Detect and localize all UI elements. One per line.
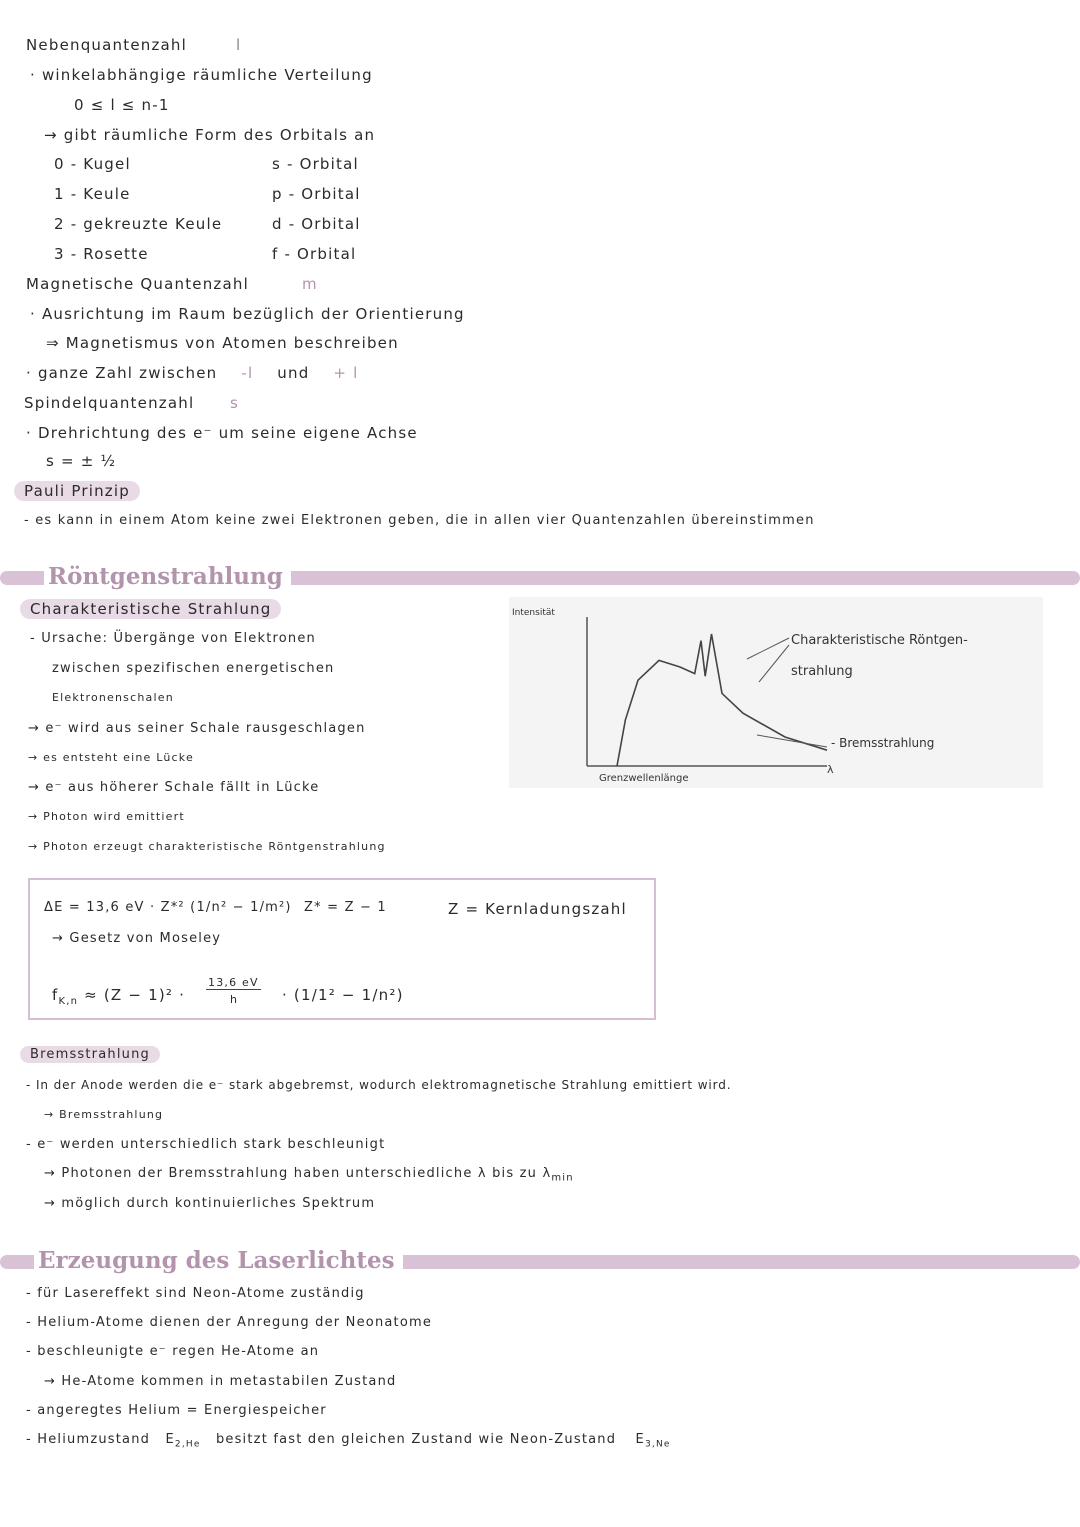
char-line: - Ursache: Übergänge von Elektronen [30,631,316,646]
neben-form: → gibt räumliche Form des Orbitals an [44,126,376,144]
formula-freq: $f_{K,n} \approx (Z - 1)^2$ · [52,986,186,1007]
magnetische-title: Magnetische Quantenzahl [26,275,249,293]
char-pointer-1 [747,638,789,659]
laser-line: → He-Atome kommen in metastabilen Zustand [44,1374,397,1389]
pauli-title: Pauli Prinzip [14,481,140,501]
orbital-shape: 1 - Keule [54,185,131,203]
char-line: → e⁻ aus höherer Schale fällt in Lücke [28,780,320,795]
neben-line-1: · winkelabhängige räumliche Verteilung [30,66,373,84]
spectrum-curve [617,634,827,766]
laser-line: - angeregtes Helium = Energiespeicher [26,1403,327,1418]
formula-freq-numerator: 13,6 eV [208,976,259,989]
char-title: Charakteristische Strahlung [20,599,281,619]
brems-annotation: - Bremsstrahlung [831,736,935,750]
magnetische-symbol: m [302,275,318,293]
orbital-shape: 2 - gekreuzte Keule [54,215,223,233]
orbital-name: d - Orbital [272,215,361,233]
char-line: → e⁻ wird aus seiner Schale rausgeschlagen [28,721,366,736]
char-line: → Photon erzeugt charakteristische Röntgenstrahlung [28,840,386,853]
nebenquantenzahl-title: Nebenquantenzahl [26,36,187,54]
laser-line: - Helium-Atome dienen der Anregung der Neonatome [26,1315,433,1330]
brems-title: Bremsstrahlung [20,1046,160,1063]
formula-z-definition: Z = Kernladungszahl [448,900,627,918]
neben-range: 0 ≤ l ≤ n-1 [74,96,170,114]
magn-line-3: · ganze Zahl zwischen -l und + l [26,364,359,382]
orbital-name: s - Orbital [272,155,359,173]
spectrum-chart-svg [509,597,1043,788]
brems-line: → Photonen der Bremsstrahlung haben unterschiedliche λ bis zu $\lambda_{min}$ [44,1166,574,1184]
formula-freq-denominator: h [230,993,239,1006]
brems-line: - In der Anode werden die e⁻ stark abgebremst, wodurch elektromagnetische Strahlung emittiert wird. [26,1078,732,1092]
char-annotation: Charakteristische Röntgen- [791,633,968,648]
char-line: zwischen spezifischen energetischen [52,661,335,676]
y-axis-label: Intensität [512,608,555,618]
formula-law: → Gesetz von Moseley [52,931,222,946]
orbital-name: f - Orbital [272,245,357,263]
brems-line: - e⁻ werden unterschiedlich stark beschleunigt [26,1137,386,1152]
pauli-text: - es kann in einem Atom keine zwei Elektronen geben, die in allen vier Quantenzahlen übereinstimmen [24,513,815,528]
spin-value: s = ± ½ [46,452,117,470]
brems-line: → möglich durch kontinuierliches Spektrum [44,1196,376,1211]
x-axis-label: λ [827,763,834,776]
formula-freq-tail: · (1/1² − 1/n²) [282,986,404,1004]
brems-line: → Bremsstrahlung [44,1108,164,1121]
grenzwellenlaenge-label: Grenzwellenlänge [599,773,689,784]
spin-title: Spindelquantenzahl [24,394,195,412]
spin-symbol: s [230,394,240,412]
char-annotation: strahlung [791,664,853,679]
laser-heading: Erzeugung des Laserlichtes [34,1247,403,1274]
nebenquantenzahl-symbol: l [236,36,242,54]
magn-line-2: ⇒ Magnetismus von Atomen beschreiben [46,334,399,352]
moseley-formula-box [28,878,656,1020]
laser-line: - beschleunigte e⁻ regen He-Atome an [26,1344,320,1359]
laser-line: - für Lasereffekt sind Neon-Atome zuständig [26,1286,365,1301]
spectrum-chart [509,597,1043,788]
laser-line: - Heliumzustand $E_{2,He}$ besitzt fast den gleichen Zustand wie Neon-Zustand $E_{3,Ne}$ [26,1432,671,1450]
char-line: Elektronenschalen [52,691,174,704]
orbital-name: p - Orbital [272,185,361,203]
spin-line-1: · Drehrichtung des e⁻ um seine eigene Achse [26,424,418,442]
formula-energy: ΔE = 13,6 eV · Z*² (1/n² − 1/m²) [44,900,292,915]
formula-zstar: Z* = Z − 1 [304,900,387,915]
orbital-shape: 3 - Rosette [54,245,149,263]
orbital-shape: 0 - Kugel [54,155,131,173]
roentgen-heading: Röntgenstrahlung [44,563,291,590]
char-line: → Photon wird emittiert [28,810,185,823]
brems-pointer [757,735,827,747]
magn-line-1: · Ausrichtung im Raum bezüglich der Orientierung [30,305,465,323]
char-line: → es entsteht eine Lücke [28,751,194,764]
